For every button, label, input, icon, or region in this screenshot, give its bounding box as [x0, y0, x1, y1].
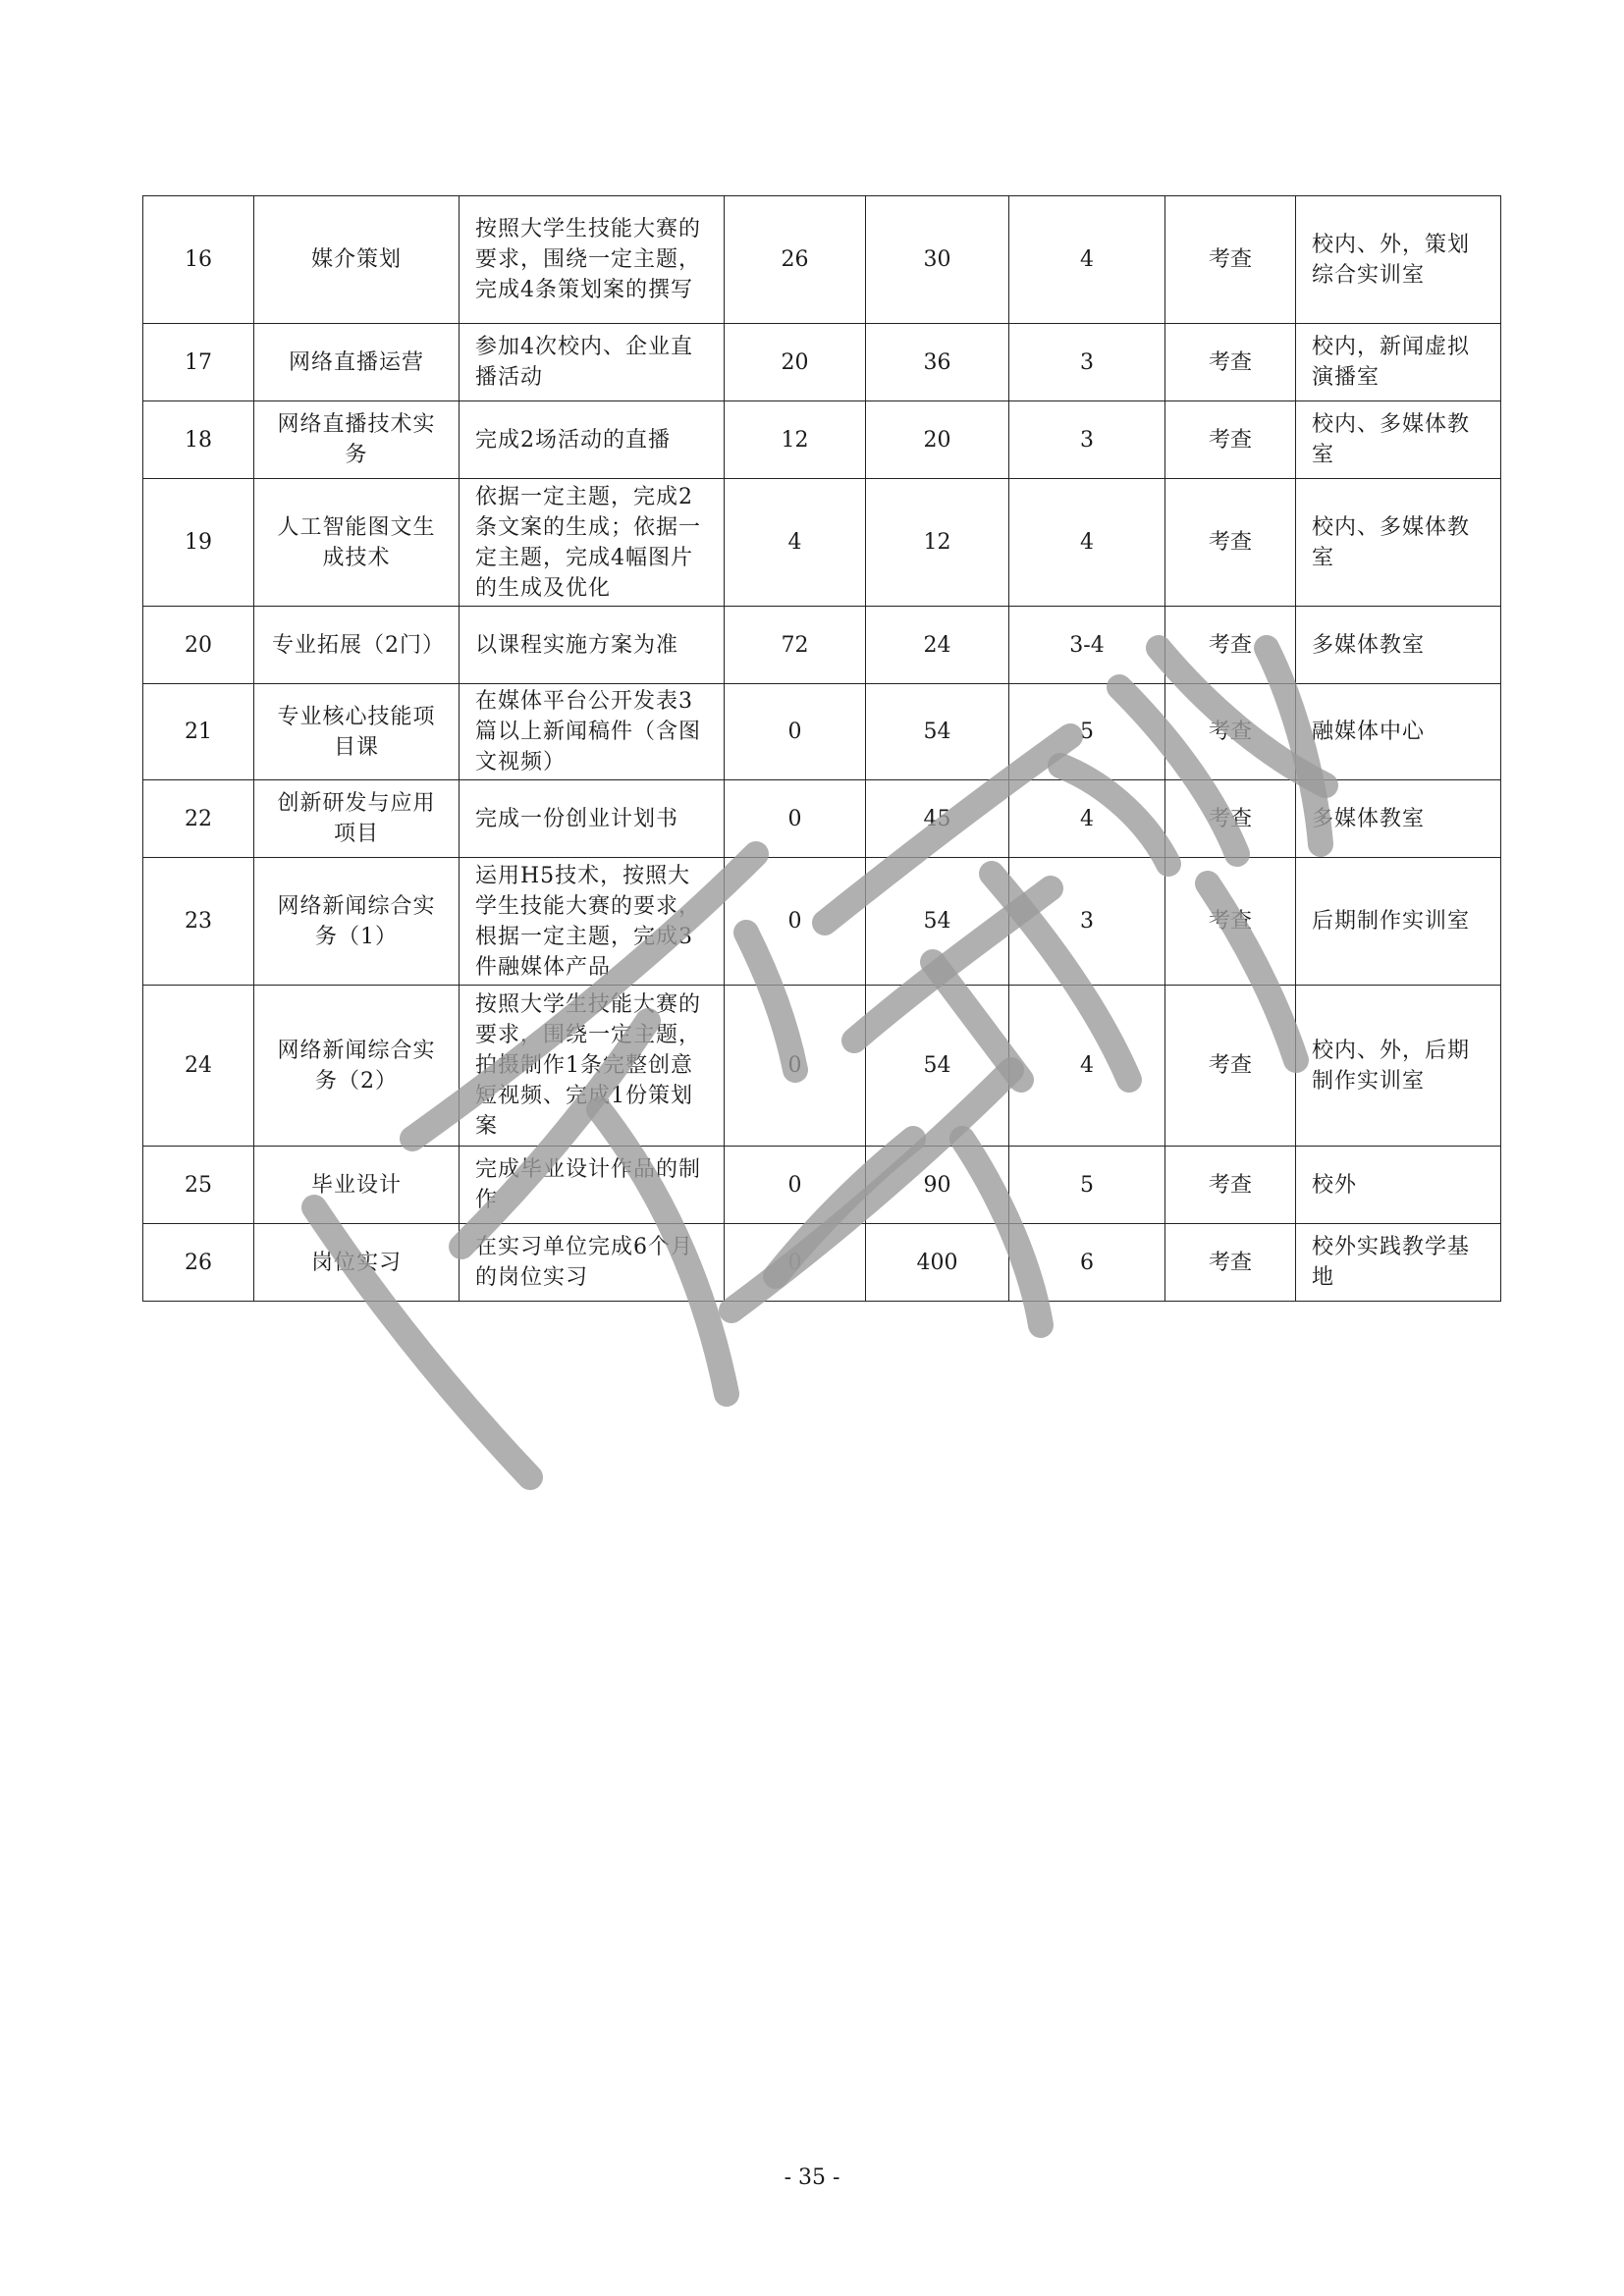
- cell-location: 校内、外，后期制作实训室: [1296, 986, 1501, 1147]
- cell-location: 多媒体教室: [1296, 780, 1501, 858]
- cell-location: 校内、多媒体教室: [1296, 401, 1501, 479]
- cell-practice-hours: 45: [866, 780, 1009, 858]
- table-row: [143, 780, 1501, 858]
- cell-theory-hours: 0: [725, 1224, 866, 1302]
- cell-course-name: 岗位实习: [254, 1224, 460, 1302]
- cell-no: 19: [143, 479, 254, 607]
- cell-content: 完成2场活动的直播: [460, 401, 725, 479]
- cell-course-name: 网络直播运营: [254, 324, 460, 401]
- cell-course-name: 网络新闻综合实务（2）: [254, 986, 460, 1147]
- cell-credit: 3: [1009, 858, 1165, 986]
- cell-content: 运用H5技术，按照大学生技能大赛的要求，根据一定主题，完成3件融媒体产品: [460, 858, 725, 986]
- table-row: [143, 479, 1501, 607]
- table-row: [143, 196, 1501, 324]
- cell-assessment: 考查: [1165, 196, 1296, 324]
- cell-course-name: 创新研发与应用项目: [254, 780, 460, 858]
- cell-credit: 4: [1009, 780, 1165, 858]
- cell-credit: 5: [1009, 1147, 1165, 1224]
- cell-no: 23: [143, 858, 254, 986]
- cell-assessment: 考查: [1165, 324, 1296, 401]
- cell-credit: 5: [1009, 684, 1165, 780]
- cell-no: 25: [143, 1147, 254, 1224]
- table-row: [143, 324, 1501, 401]
- cell-practice-hours: 36: [866, 324, 1009, 401]
- cell-course-name: 网络新闻综合实务（1）: [254, 858, 460, 986]
- cell-assessment: 考查: [1165, 401, 1296, 479]
- cell-practice-hours: 54: [866, 858, 1009, 986]
- table-row: [143, 401, 1501, 479]
- cell-no: 17: [143, 324, 254, 401]
- cell-content: 完成毕业设计作品的制作: [460, 1147, 725, 1224]
- table-row: [143, 684, 1501, 780]
- table-body: [143, 196, 1501, 1302]
- cell-practice-hours: 24: [866, 607, 1009, 684]
- cell-assessment: 考查: [1165, 780, 1296, 858]
- cell-no: 16: [143, 196, 254, 324]
- cell-theory-hours: 0: [725, 684, 866, 780]
- cell-assessment: 考查: [1165, 1224, 1296, 1302]
- cell-no: 22: [143, 780, 254, 858]
- cell-theory-hours: 26: [725, 196, 866, 324]
- cell-content: 依据一定主题，完成2条文案的生成；依据一定主题，完成4幅图片的生成及优化: [460, 479, 725, 607]
- cell-course-name: 人工智能图文生成技术: [254, 479, 460, 607]
- cell-content: 在媒体平台公开发表3篇以上新闻稿件（含图文视频）: [460, 684, 725, 780]
- cell-credit: 3-4: [1009, 607, 1165, 684]
- table-row: [143, 1147, 1501, 1224]
- cell-credit: 4: [1009, 986, 1165, 1147]
- table-row: [143, 1224, 1501, 1302]
- cell-theory-hours: 4: [725, 479, 866, 607]
- cell-course-name: 专业拓展（2门）: [254, 607, 460, 684]
- cell-location: 多媒体教室: [1296, 607, 1501, 684]
- cell-credit: 3: [1009, 401, 1165, 479]
- cell-content: 在实习单位完成6个月的岗位实习: [460, 1224, 725, 1302]
- table-row: [143, 607, 1501, 684]
- cell-theory-hours: 20: [725, 324, 866, 401]
- cell-location: 融媒体中心: [1296, 684, 1501, 780]
- cell-content: 参加4次校内、企业直播活动: [460, 324, 725, 401]
- cell-location: 校外实践教学基地: [1296, 1224, 1501, 1302]
- cell-no: 21: [143, 684, 254, 780]
- cell-no: 20: [143, 607, 254, 684]
- cell-course-name: 专业核心技能项目课: [254, 684, 460, 780]
- cell-content: 按照大学生技能大赛的要求，围绕一定主题，完成4条策划案的撰写: [460, 196, 725, 324]
- cell-content: 完成一份创业计划书: [460, 780, 725, 858]
- cell-theory-hours: 0: [725, 858, 866, 986]
- cell-assessment: 考查: [1165, 858, 1296, 986]
- cell-location: 后期制作实训室: [1296, 858, 1501, 986]
- cell-credit: 4: [1009, 196, 1165, 324]
- cell-theory-hours: 12: [725, 401, 866, 479]
- cell-location: 校外: [1296, 1147, 1501, 1224]
- cell-assessment: 考查: [1165, 986, 1296, 1147]
- cell-course-name: 毕业设计: [254, 1147, 460, 1224]
- cell-theory-hours: 72: [725, 607, 866, 684]
- cell-credit: 6: [1009, 1224, 1165, 1302]
- cell-no: 24: [143, 986, 254, 1147]
- cell-assessment: 考查: [1165, 479, 1296, 607]
- cell-course-name: 网络直播技术实务: [254, 401, 460, 479]
- cell-credit: 4: [1009, 479, 1165, 607]
- cell-practice-hours: 12: [866, 479, 1009, 607]
- cell-practice-hours: 54: [866, 986, 1009, 1147]
- course-table: [142, 195, 1501, 1302]
- cell-location: 校内，新闻虚拟演播室: [1296, 324, 1501, 401]
- cell-theory-hours: 0: [725, 780, 866, 858]
- cell-no: 26: [143, 1224, 254, 1302]
- page-number: - 35 -: [784, 2165, 840, 2190]
- cell-credit: 3: [1009, 324, 1165, 401]
- cell-practice-hours: 54: [866, 684, 1009, 780]
- cell-assessment: 考查: [1165, 1147, 1296, 1224]
- cell-course-name: 媒介策划: [254, 196, 460, 324]
- cell-assessment: 考查: [1165, 607, 1296, 684]
- cell-location: 校内、外，策划综合实训室: [1296, 196, 1501, 324]
- cell-theory-hours: 0: [725, 986, 866, 1147]
- table-row: [143, 858, 1501, 986]
- cell-assessment: 考查: [1165, 684, 1296, 780]
- cell-practice-hours: 90: [866, 1147, 1009, 1224]
- cell-location: 校内、多媒体教室: [1296, 479, 1501, 607]
- cell-content: 按照大学生技能大赛的要求，围绕一定主题，拍摄制作1条完整创意短视频、完成1份策划案: [460, 986, 725, 1147]
- cell-practice-hours: 400: [866, 1224, 1009, 1302]
- cell-content: 以课程实施方案为准: [460, 607, 725, 684]
- cell-no: 18: [143, 401, 254, 479]
- table-row: [143, 986, 1501, 1147]
- cell-theory-hours: 0: [725, 1147, 866, 1224]
- cell-practice-hours: 20: [866, 401, 1009, 479]
- cell-practice-hours: 30: [866, 196, 1009, 324]
